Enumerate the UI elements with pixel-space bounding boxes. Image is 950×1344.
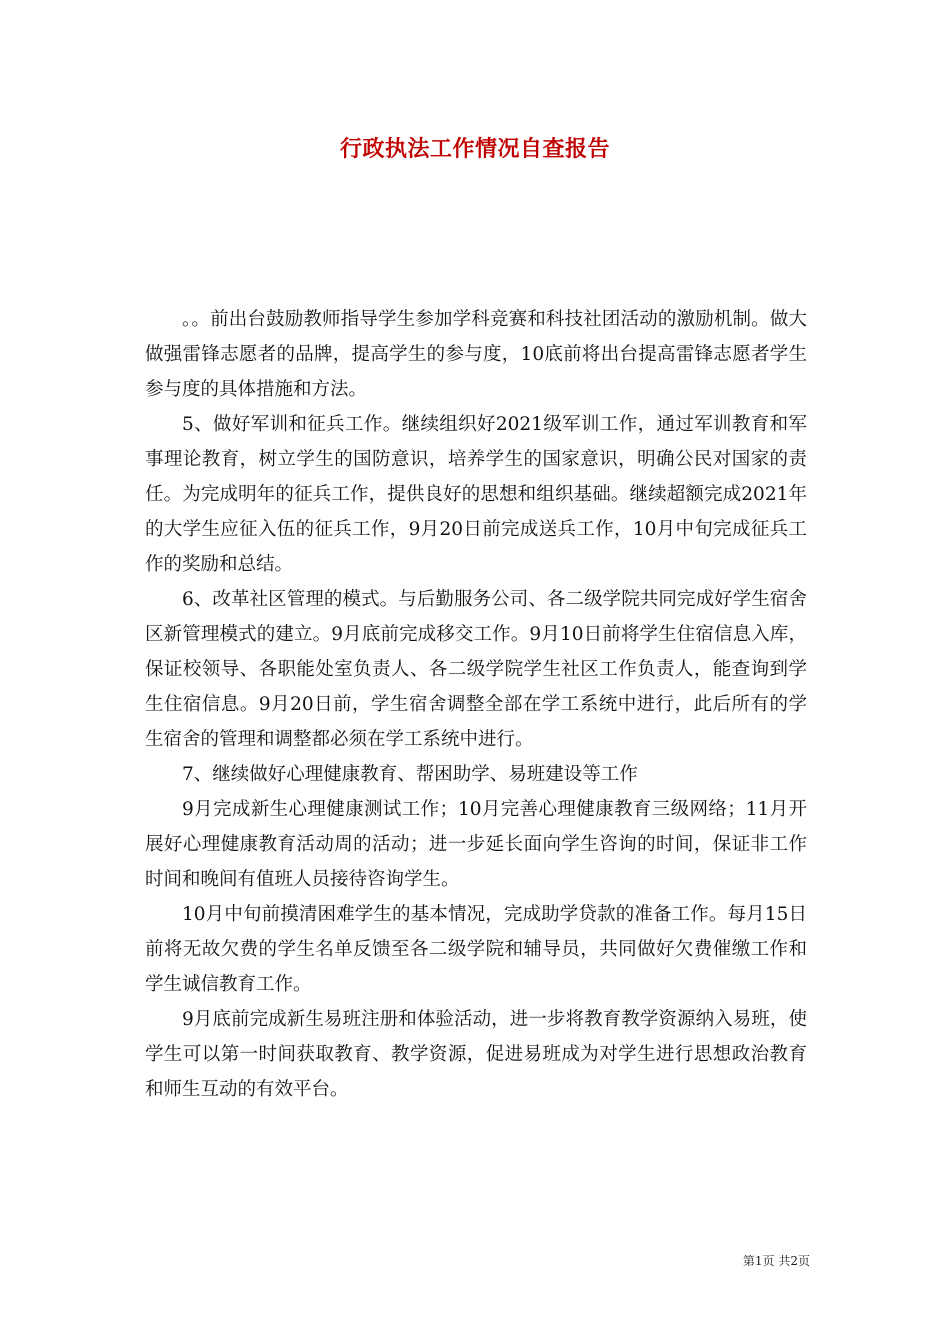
paragraph: 10月中旬前摸清困难学生的基本情况，完成助学贷款的准备工作。每月15日前将无故欠费的学生名单反馈至各二级学院和辅导员，共同做好欠费催缴工作和学生诚信教育工作。 [145,904,807,995]
paragraph: 。。前出台鼓励教师指导学生参加学科竞赛和科技社团活动的激励机制。做大做强雷锋志愿者的品牌，提高学生的参与度，10底前将出台提高雷锋志愿者学生参与度的具体措施和方法。 [145,309,807,400]
paragraph: 7、继续做好心理健康教育、帮困助学、易班建设等工作 [182,764,638,785]
document-title: 行政执法工作情况自查报告 [339,136,610,162]
paragraph: 9月底前完成新生易班注册和体验活动，进一步将教育教学资源纳入易班，使学生可以第一时间获取教育、教学资源，促进易班成为对学生进行思想政治教育和师生互动的有效平台。 [145,1009,807,1100]
paragraph: 5、做好军训和征兵工作。继续组织好2021级军训工作，通过军训教育和军事理论教育，树立学生的国防意识，培养学生的国家意识，明确公民对国家的责任。为完成明年的征兵工作，提供良好的思想和组织基础。继续超额完成2021年的大学生应征入伍的征兵工作，9月20日前完成送兵工作，10月中旬完成征兵工作的奖励和总结。 [145,414,807,575]
paragraph: 9月完成新生心理健康测试工作；10月完善心理健康教育三级网络；11月开展好心理健康教育活动周的活动；进一步延长面向学生咨询的时间，保证非工作时间和晚间有值班人员接待咨询学生。 [145,799,807,890]
document-body [145,302,807,1107]
page-number: 第1页 共2页 [742,1254,810,1268]
paragraph: 6、改革社区管理的模式。与后勤服务公司、各二级学院共同完成好学生宿舍区新管理模式的建立。9月底前完成移交工作。9月10日前将学生住宿信息入库，保证校领导、各职能处室负责人、各二级学院学生社区工作负责人，能查询到学生住宿信息。9月20日前，学生宿舍调整全部在学工系统中进行，此后所有的学生宿舍的管理和调整都必须在学工系统中进行。 [145,589,807,750]
